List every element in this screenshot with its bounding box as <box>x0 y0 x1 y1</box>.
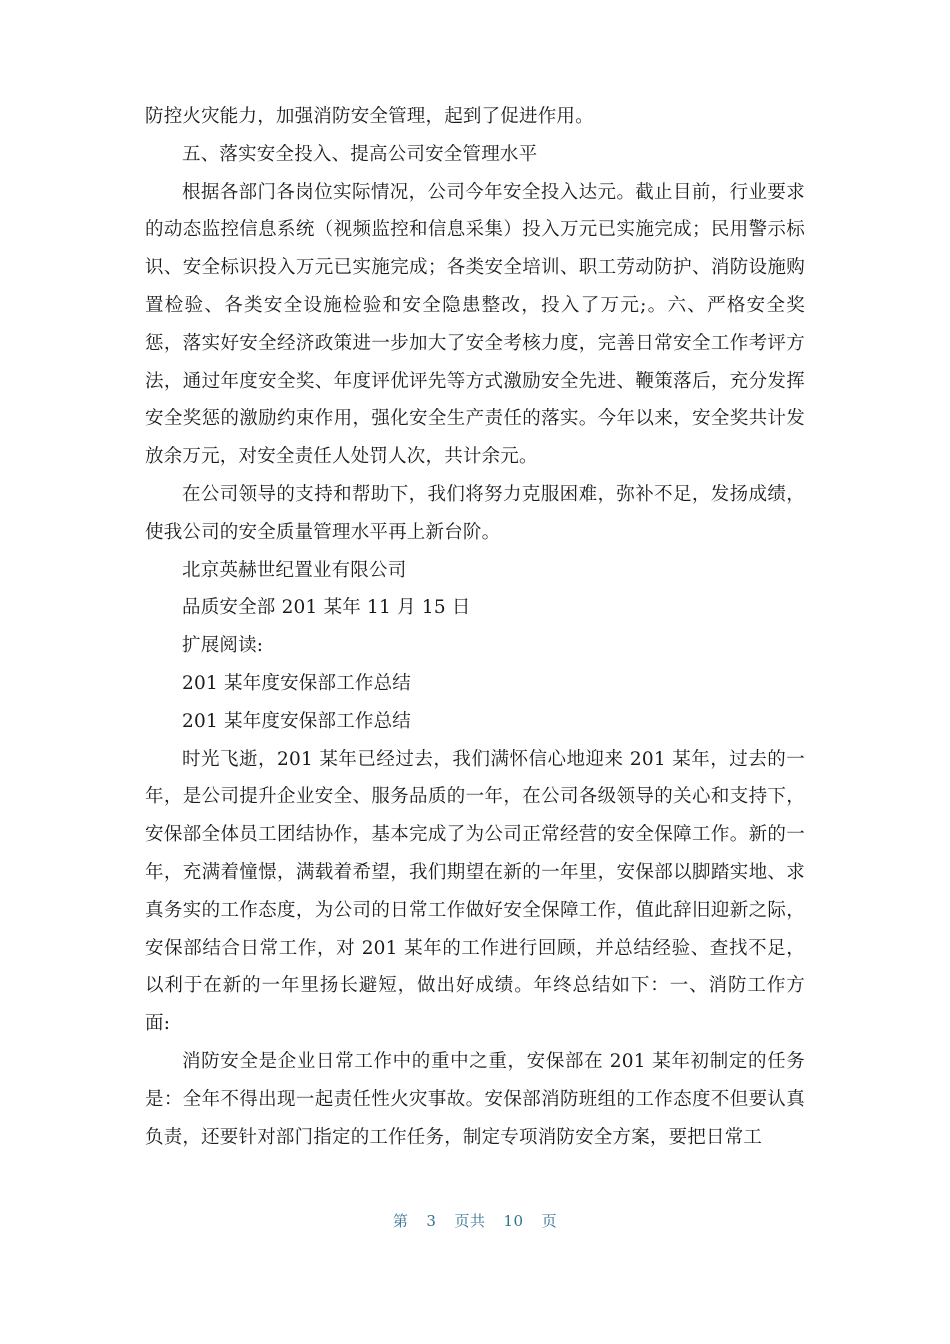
company-name: 北京英赫世纪置业有限公司 <box>182 559 407 581</box>
page-footer <box>0 1210 950 1231</box>
paragraph-year-review: 时光飞逝，201 某年已经过去，我们满怀信心地迎来 201 某年，过去的一年，是公司提升企业安全、服务品质的一年，在公司各级领导的关心和支持下，安保部全体员工团结协作，基本完成了为公司正常经营的安全保障工作。新的一年，充满着憧憬，满载着希望，我们期望在新的一年里，安保部以脚踏实地、求真务实的工作态度，为公司的日常工作做好安全保障工作，值此辞旧迎新之际，安保部结合日常工作，对 201 某年的工作进行回顾，并总结经验、查找不足，以利于在新的一年里扬长避短，做出好成绩。年终总结如下：一、消防工作方面: <box>145 748 805 1035</box>
footer-page-of: 页共 <box>454 1212 486 1230</box>
section-heading-safety-investment: 五、落实安全投入、提高公司安全管理水平 <box>182 143 538 165</box>
paragraph-fire-control: 防控火灾能力，加强消防安全管理，起到了促进作用。 <box>145 106 594 127</box>
footer-current-page: 3 <box>426 1212 437 1230</box>
document-body <box>145 98 805 1156</box>
department-date: 品质安全部 201 某年 11 月 15 日 <box>182 597 471 619</box>
paragraph-fire-safety: 消防安全是企业日常工作中的重中之重，安保部在 201 某年初制定的任务是：全年不得出现一起责任性火灾事故。安保部消防班组的工作态度不但要认真负责，还要针对部门指定的工作任务，制定专项消防安全方案，要把日常工 <box>145 1050 805 1148</box>
paragraph-safety-investment: 根据各部门各岗位实际情况，公司今年安全投入达元。截止目前，行业要求的动态监控信息系统（视频监控和信息采集）投入万元已实施完成；民用警示标识、安全标识投入万元已实施完成；各类安全培训、职工劳动防护、消防设施购置检验、各类安全设施检验和安全隐患整改，投入了万元;。六、严格安全奖惩，落实好安全经济政策进一步加大了安全考核力度，完善日常安全工作考评方法，通过年度安全奖、年度评优评先等方式激励安全先进、鞭策落后，充分发挥安全奖惩的激励约束作用，强化安全生产责任的落实。今年以来，安全奖共计发放余万元，对安全责任人处罚人次，共计余元。 <box>145 181 805 468</box>
report-title-1: 201 某年度安保部工作总结 <box>182 672 411 694</box>
report-title-2: 201 某年度安保部工作总结 <box>182 710 411 732</box>
footer-page-word: 第 <box>392 1212 409 1230</box>
footer-total-pages: 10 <box>503 1212 524 1230</box>
paragraph-conclusion: 在公司领导的支持和帮助下，我们将努力克服困难，弥补不足，发扬成绩，使我公司的安全质量管理水平再上新台阶。 <box>145 483 805 543</box>
footer-page-suffix: 页 <box>541 1212 558 1230</box>
extended-reading-label: 扩展阅读: <box>182 635 264 657</box>
